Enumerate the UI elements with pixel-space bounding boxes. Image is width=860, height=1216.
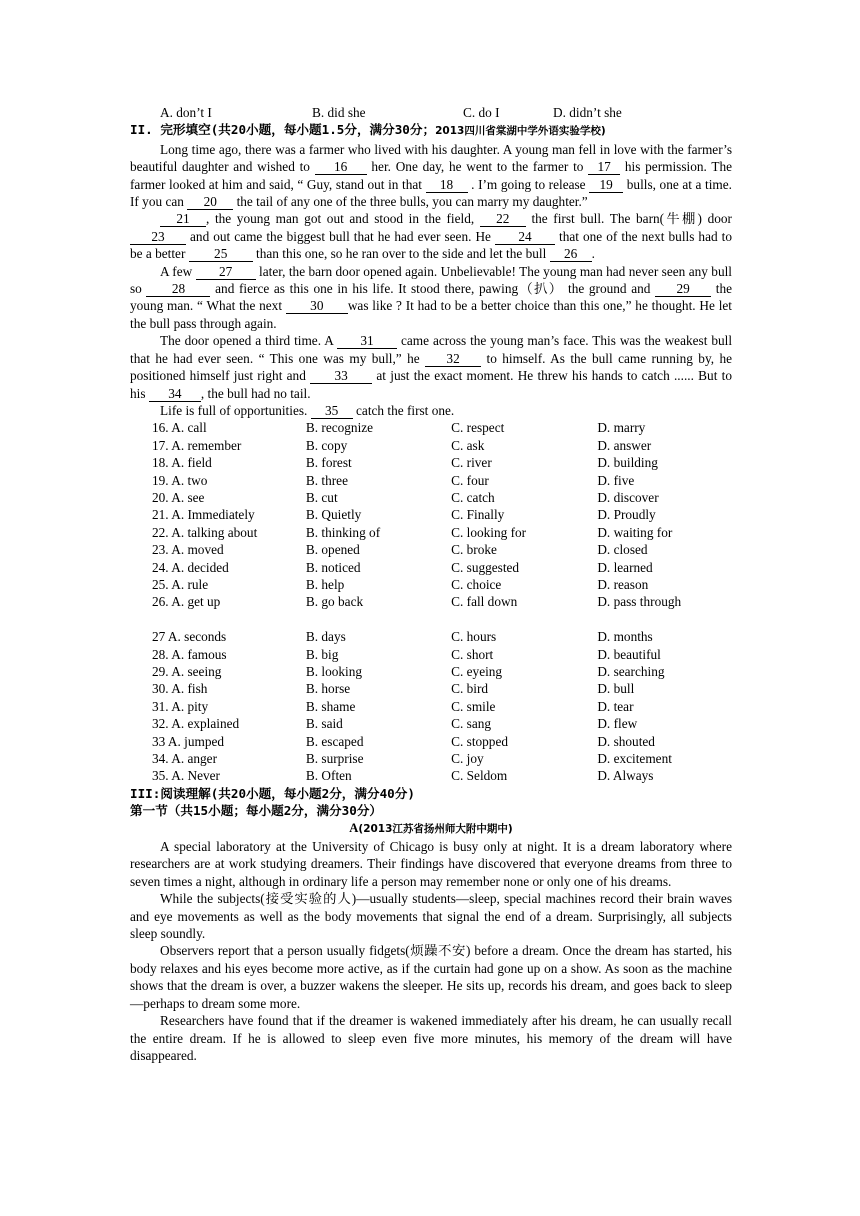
option-b: B. big	[305, 646, 339, 662]
option-b: B. Quietly	[305, 507, 362, 523]
option-d: D. didn’t she	[553, 105, 622, 120]
option-row	[130, 437, 732, 454]
section-part-1: 第一节（共15小题；每小题2分，满分30分）	[130, 803, 383, 819]
option-row	[130, 419, 732, 436]
option-a: 30. A. fish	[152, 681, 208, 697]
option-a: 22. A. talking about	[152, 524, 258, 540]
option-b: B. Often	[305, 768, 352, 784]
option-row	[130, 576, 732, 593]
text: his permission. The farmer looked at him and said, “ Guy, stand out in that	[130, 159, 732, 192]
option-d: D. Proudly	[597, 507, 656, 523]
option-a: 31. A. pity	[152, 698, 209, 714]
option-c: C. Finally	[451, 507, 505, 523]
section-source: 2013四川省棠湖中学外语实验学校)	[435, 125, 606, 138]
option-a: 16. A. call	[152, 420, 207, 436]
option-d: D. marry	[597, 420, 646, 436]
option-row	[130, 472, 732, 489]
text: A few	[160, 263, 193, 279]
cloze-paragraph-3	[130, 263, 732, 333]
blank-23: 23	[130, 230, 186, 245]
option-c: C. respect	[451, 420, 505, 436]
option-a: 17. A. remember	[152, 437, 242, 453]
option-d: D. building	[597, 455, 658, 471]
text: and fierce as this one in his life. It stood there, pawing（扒） the ground and	[215, 281, 651, 297]
blank-19: 19	[589, 178, 623, 193]
option-row	[130, 680, 732, 697]
option-d: D. pass through	[597, 594, 682, 610]
text: that one of the next bulls had to be a better	[130, 228, 732, 262]
option-a: 25. A. rule	[152, 576, 209, 592]
option-c: C. ask	[451, 437, 485, 453]
option-b: B. shame	[305, 698, 356, 714]
option-b: B. cut	[305, 489, 338, 505]
option-c: C. eyeing	[451, 663, 503, 679]
option-d: D. flew	[597, 716, 638, 732]
option-d: D. beautiful	[597, 646, 661, 662]
option-a: 33 A. jumped	[152, 733, 225, 749]
option-c: C. fall down	[451, 594, 518, 610]
option-d: D. learned	[597, 559, 653, 575]
option-a: 20. A. see	[152, 489, 205, 505]
blank-18: 18	[426, 178, 468, 193]
option-d: D. shouted	[597, 733, 655, 749]
text: was like ? It had to be a better choice than this one,” he thought. He let the bull pass through again.	[130, 298, 732, 331]
option-b: B. three	[305, 472, 348, 488]
blank-20: 20	[187, 195, 233, 210]
spacer	[130, 611, 732, 628]
option-b: B. looking	[305, 663, 363, 679]
text: , the young man got out and stood in the field,	[206, 211, 475, 227]
text: later, the barn door opened again. Unbelievable! The young man had never seen any bull so	[130, 263, 732, 297]
option-b: B. copy	[305, 437, 348, 453]
option-c: C. short	[451, 646, 494, 662]
text: The door opened a third time. A	[160, 333, 334, 349]
text: than this one, so he ran over to the side and let the bull	[256, 246, 547, 262]
text: . I’m going to release	[471, 176, 586, 192]
option-c: C. sang	[451, 716, 492, 732]
option-b: B. go back	[305, 594, 364, 610]
option-a: 18. A. field	[152, 455, 212, 471]
option-d: D. excitement	[597, 751, 672, 767]
option-d: D. answer	[597, 437, 652, 453]
option-a: 35. A. Never	[152, 768, 220, 784]
option-d: D. closed	[597, 542, 648, 558]
option-c: C. four	[451, 472, 489, 488]
option-c: C. choice	[451, 576, 502, 592]
option-d: D. bull	[597, 681, 635, 697]
option-d: D. five	[597, 472, 635, 488]
blank-25: 25	[189, 247, 253, 262]
option-a: 32. A. explained	[152, 716, 240, 732]
option-b: B. thinking of	[305, 524, 381, 540]
reading-paragraph-2: While the subjects(接受实验的人)—usually students—sleep, special machines record their brain waves and eye movements as well as the body movements that signal the end of a dream. Surprisingly, all subjects sleep soundly.	[130, 891, 732, 942]
blank-22: 22	[480, 212, 526, 227]
option-row	[130, 628, 732, 645]
text: bulls, one at a time. If you can	[130, 176, 732, 210]
cloze-paragraph-4	[130, 332, 732, 402]
cloze-paragraph-1	[130, 141, 732, 211]
blank-33: 33	[310, 369, 372, 384]
option-c: C. hours	[451, 629, 497, 645]
blank-31: 31	[337, 334, 397, 349]
option-b: B. recognize	[305, 420, 374, 436]
text: the first bull. The barn(牛棚) door	[531, 211, 732, 227]
option-b: B. said	[305, 716, 343, 732]
option-row	[130, 646, 732, 663]
text: , the bull had no tail.	[200, 385, 311, 401]
text: catch the first one.	[356, 402, 455, 418]
passage-source: (2013江苏省扬州师大附中期中)	[358, 822, 513, 835]
option-c: C. catch	[451, 489, 495, 505]
option-a: 29. A. seeing	[152, 663, 222, 679]
blank-35: 35	[311, 404, 353, 419]
option-row	[130, 524, 732, 541]
section-heading-cloze	[130, 121, 732, 140]
option-b: B. days	[305, 629, 346, 645]
cloze-options	[130, 419, 732, 785]
reading-paragraph-4: Researchers have found that if the dreamer is wakened immediately after his dream, he can usually recall the entire dream. If he is allowed to sleep even five more minutes, his memory of the dream will have disappeared.	[130, 1013, 732, 1063]
option-d: D. waiting for	[597, 524, 673, 540]
blank-24: 24	[495, 230, 555, 245]
text: her. One day, he went to the farmer to	[371, 159, 584, 175]
option-row	[130, 559, 732, 576]
option-c: C. stopped	[451, 733, 509, 749]
blank-16: 16	[315, 160, 367, 175]
option-row	[130, 733, 732, 750]
text: at just the exact moment. He threw his hands to catch ...... But to his	[130, 368, 732, 401]
section-heading-reading: III:阅读理解(共20小题，每小题2分，满分40分)	[130, 785, 415, 801]
text: came across the young man’s face. This was the weakest bull that he had ever seen. “ This one was my bull,” he	[130, 333, 733, 366]
text: and out came the biggest bull that he had ever seen. He	[190, 228, 491, 244]
option-row	[130, 750, 732, 767]
passage-letter: A	[349, 820, 359, 835]
option-b: B. did she	[312, 105, 366, 120]
exam-page	[130, 104, 732, 1064]
text: the tail of any one of the three bulls, you can marry my daughter.”	[236, 194, 588, 210]
text: .	[591, 246, 595, 262]
option-row	[130, 454, 732, 471]
blank-26: 26	[550, 247, 592, 262]
option-row	[130, 767, 732, 784]
option-d: D. Always	[597, 768, 654, 784]
option-c: C. do I	[463, 105, 500, 120]
option-c: C. river	[451, 455, 492, 471]
cloze-paragraph-2	[130, 210, 732, 262]
option-a: A. don’t I	[160, 105, 212, 120]
option-d: D. searching	[597, 663, 665, 679]
blank-29: 29	[655, 282, 711, 297]
option-a: 19. A. two	[152, 472, 208, 488]
option-row	[130, 489, 732, 506]
blank-34: 34	[149, 387, 201, 402]
option-b: B. horse	[305, 681, 351, 697]
option-b: B. escaped	[305, 733, 364, 749]
option-a: 26. A. get up	[152, 594, 221, 610]
option-a: 27 A. seconds	[152, 629, 227, 645]
cloze-paragraph-5	[130, 402, 732, 419]
option-a: 21. A. Immediately	[152, 507, 255, 523]
option-c: C. joy	[451, 751, 484, 767]
option-row	[130, 506, 732, 523]
text: Life is full of opportunities.	[160, 402, 308, 418]
option-d: D. reason	[597, 576, 649, 592]
reading-paragraph-1: A special laboratory at the University of Chicago is busy only at night. It is a dream laboratory where researchers are at work studying dreamers. Their findings have discovered that everyone dreams from three to seven times a night, although in ordinary life a person may remember none or only one of his dreams.	[130, 839, 732, 889]
blank-17: 17	[588, 160, 620, 175]
option-row	[130, 541, 732, 558]
option-a: 28. A. famous	[152, 646, 227, 662]
q15-options-row	[130, 104, 732, 121]
option-b: B. opened	[305, 542, 360, 558]
passage-title	[130, 820, 732, 838]
blank-30: 30	[286, 299, 348, 314]
option-d: D. discover	[597, 489, 659, 505]
option-a: 24. A. decided	[152, 559, 229, 575]
option-c: C. Seldom	[451, 768, 508, 784]
blank-27: 27	[196, 265, 256, 280]
option-a: 34. A. anger	[152, 751, 217, 767]
option-b: B. surprise	[305, 751, 364, 767]
option-a: 23. A. moved	[152, 542, 224, 558]
blank-32: 32	[425, 352, 481, 367]
option-c: C. suggested	[451, 559, 520, 575]
option-row	[130, 715, 732, 732]
blank-21: 21	[160, 212, 206, 227]
option-row	[130, 663, 732, 680]
option-b: B. noticed	[305, 559, 361, 575]
option-row	[130, 593, 732, 610]
option-d: D. months	[597, 629, 653, 645]
option-c: C. looking for	[451, 524, 527, 540]
reading-paragraph-3: Observers report that a person usually fidgets(烦躁不安) before a dream. Once the dream has started, his body relaxes and his eyes become more active, as if the curtain had gone up on a show. As soon as the machine shows that the dream is over, a buzzer wakens the sleeper. He sits up, records his dream, and goes back to sleep—perhaps to dream some more.	[130, 943, 732, 1011]
option-c: C. smile	[451, 698, 496, 714]
option-c: C. broke	[451, 542, 497, 558]
text: Long time ago, there was a farmer who lived with his daughter. A young man fell in love with the farmer’s beautiful daughter and wished to	[130, 141, 732, 175]
option-d: D. tear	[597, 698, 634, 714]
option-c: C. bird	[451, 681, 489, 697]
option-row	[130, 698, 732, 715]
option-b: B. forest	[305, 455, 352, 471]
section-title: II. 完形填空(共20小题，每小题1.5分，满分30分；	[130, 122, 436, 138]
text: the young man. “ What the next	[130, 281, 732, 314]
text: to himself. As the bull came running by, he positioned himself just right and	[130, 350, 733, 384]
blank-28: 28	[146, 282, 210, 297]
option-b: B. help	[305, 576, 345, 592]
